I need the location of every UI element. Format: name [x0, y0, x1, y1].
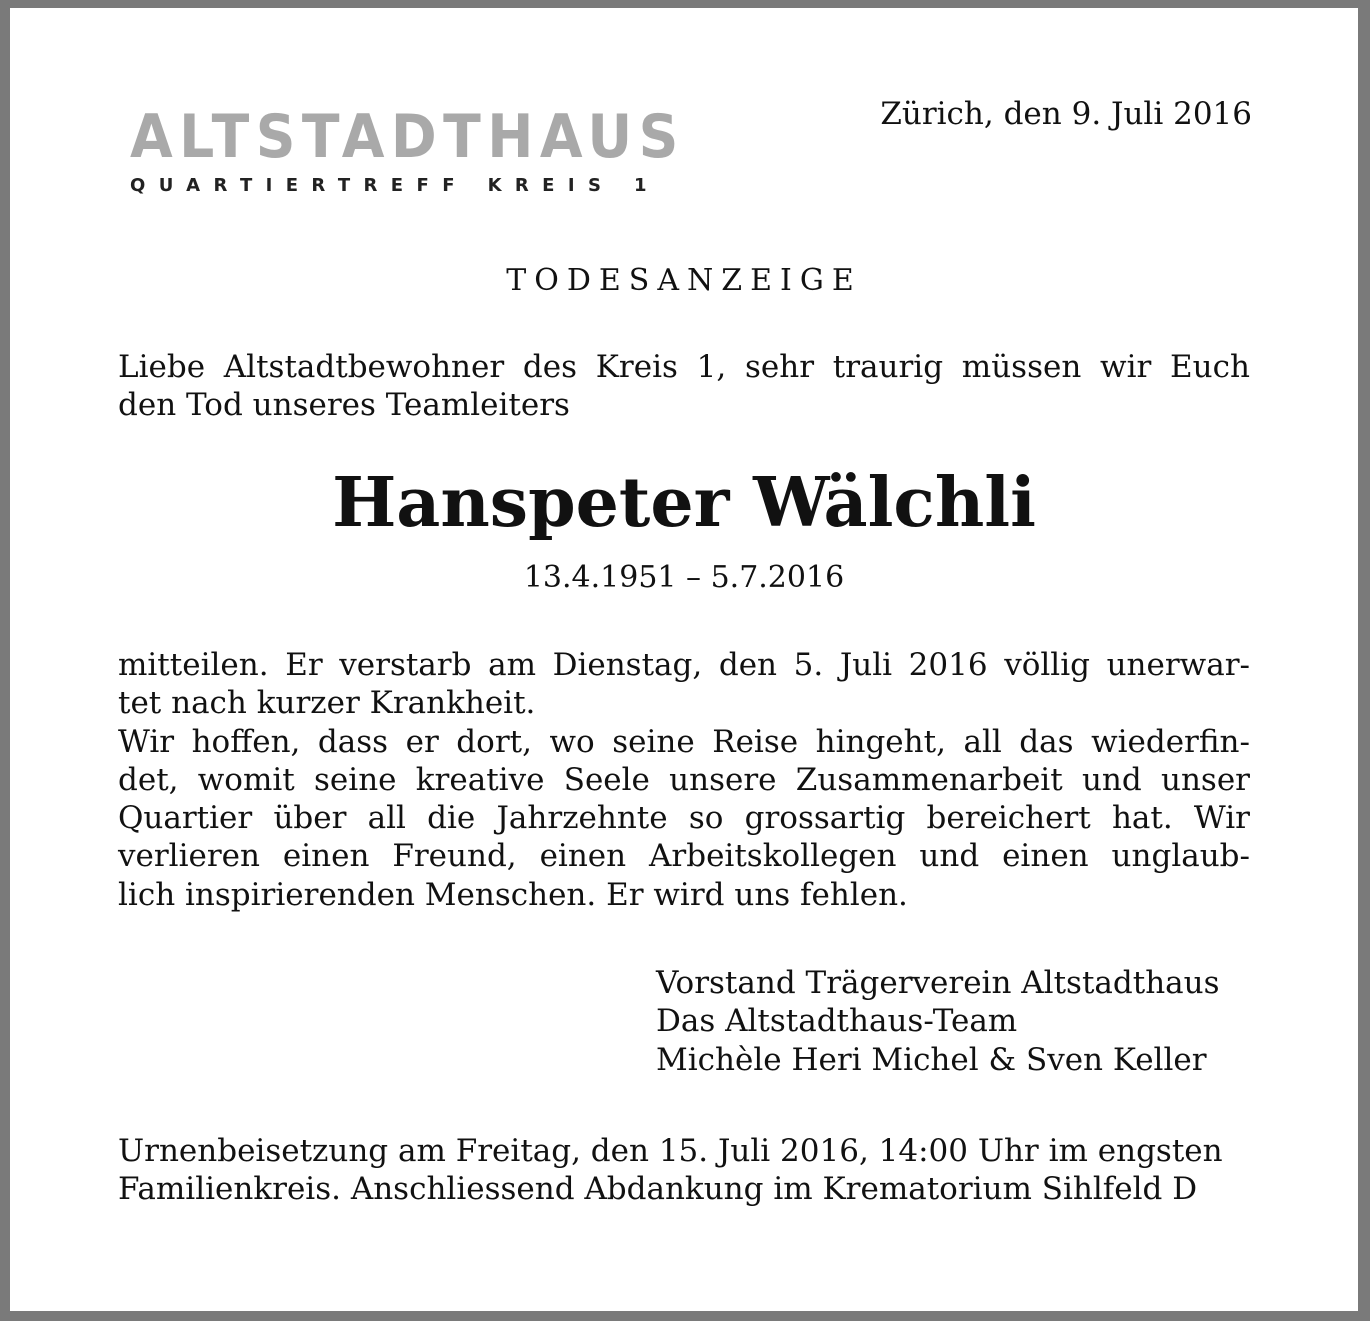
intro-paragraph: [118, 348, 1250, 424]
deceased-lifespan: 13.4.1951 – 5.7.2016: [523, 560, 845, 595]
funeral-info: [118, 1132, 1278, 1209]
intro-word: traurig: [832, 349, 944, 385]
intro-word: Euch: [1170, 349, 1250, 385]
signature-line: Das Altstadthaus-Team: [656, 1003, 1018, 1040]
signature-line: Michèle Heri Michel & Sven Keller: [656, 1041, 1207, 1078]
intro-word: müssen: [961, 349, 1082, 385]
body-paragraph: [118, 646, 1250, 914]
intro-word: wir: [1100, 349, 1152, 385]
intro-word: 1,: [696, 349, 727, 385]
signature-block: [656, 964, 1220, 1079]
funeral-info-line: Urnenbeisetzung am Freitag, den 15. Juli 2016, 14:00 Uhr im engsten: [118, 1133, 1223, 1169]
intro-line-1: [118, 348, 1250, 386]
body-line: Wir hoffen, dass er dort, wo seine Reise hingeht, all das wiederfin-: [118, 723, 1250, 760]
body-line: lich inspirierenden Menschen. Er wird uns fehlen.: [118, 876, 908, 913]
deceased-name: Hanspeter Wälchli: [332, 463, 1036, 543]
logo-wordmark: ALTSTADTHAUS: [130, 102, 685, 172]
notice-heading: TODESANZEIGE: [506, 263, 862, 298]
place-date-line: Zürich, den 9. Juli 2016: [880, 96, 1252, 132]
body-line: tet nach kurzer Krankheit.: [118, 685, 536, 722]
funeral-info-line: Familienkreis. Anschliessend Abdankung im Krematorium Sihlfeld D: [118, 1171, 1198, 1208]
intro-word: des: [522, 349, 578, 385]
body-line: mitteilen. Er verstarb am Dienstag, den 5. Juli 2016 völlig unerwar-: [118, 647, 1250, 683]
intro-word: Liebe: [118, 349, 206, 385]
body-line: det, womit seine kreative Seele unsere Zusammenarbeit und unser: [118, 761, 1250, 798]
logo-subtitle: QUARTIERTREFF KREIS 1: [130, 175, 660, 196]
body-line: Quartier über all die Jahrzehnte so grossartig bereichert hat. Wir: [118, 800, 1250, 837]
intro-word: Altstadtbewohner: [223, 349, 505, 385]
intro-word: Kreis: [595, 349, 678, 385]
signature-line: Vorstand Trägerverein Altstadthaus: [656, 965, 1220, 1001]
altstadthaus-logo: [130, 102, 685, 197]
body-line: verlieren einen Freund, einen Arbeitskollegen und einen unglaub-: [118, 838, 1250, 875]
intro-word: sehr: [744, 349, 815, 385]
intro-line-2: den Tod unseres Teamleiters: [118, 387, 570, 423]
